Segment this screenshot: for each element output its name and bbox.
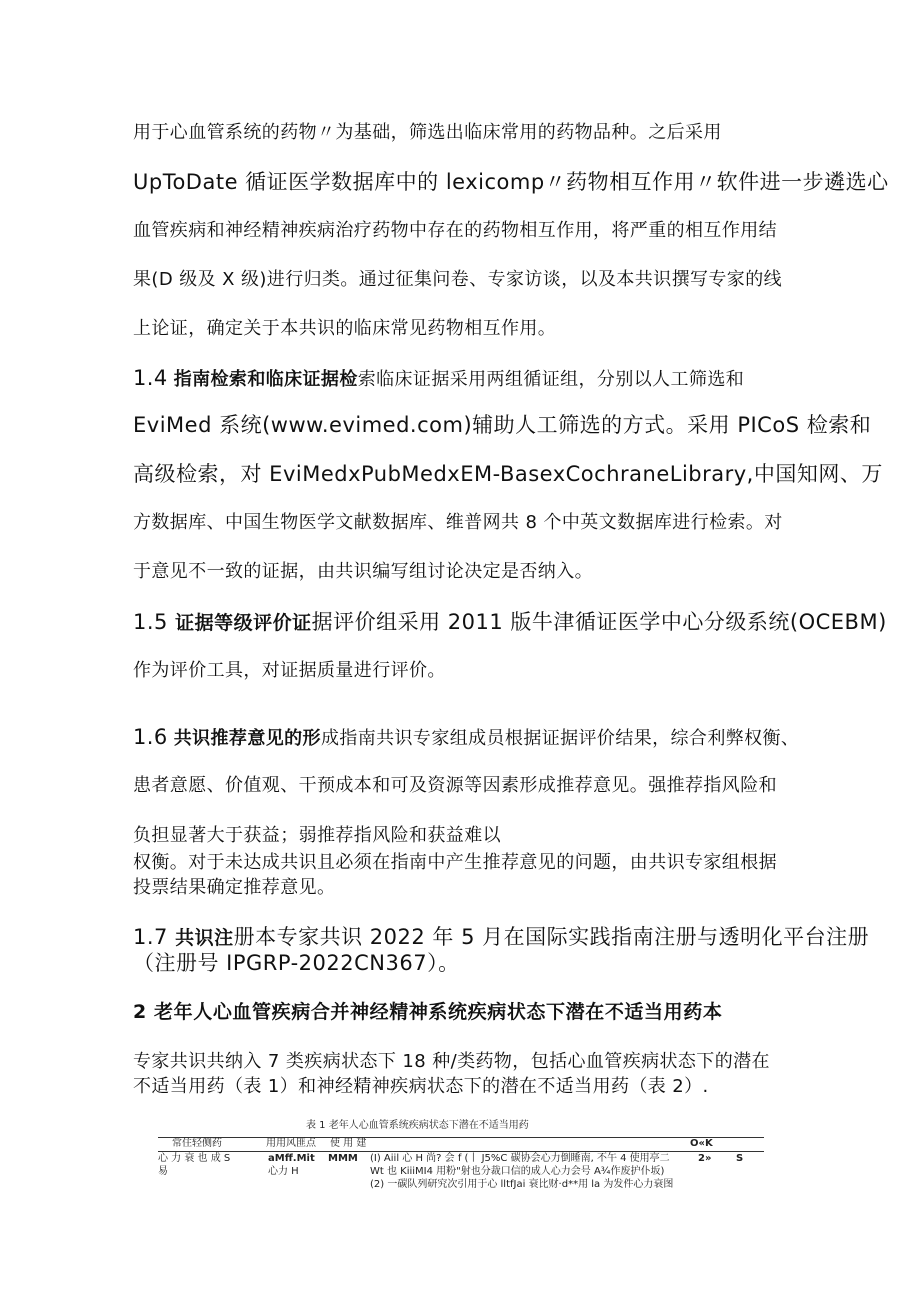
table-cell-condition-cont: 易: [158, 1166, 168, 1177]
section-1-4-text: 索临床证据采用两组循证组，分别以人工筛选和: [357, 369, 745, 390]
section-1-6-number: 1.6: [133, 725, 168, 749]
para1-line4: 果(D 级及 X 级)进行归类。通过征集问卷、专家访谈，以及本共识撰写专家的线: [133, 269, 782, 290]
section-1-4-number: 1.4: [133, 366, 168, 390]
para1-line5: 上论证，确定关于本共识的临床常见药物相互作用。: [133, 318, 557, 339]
section-1-4-line1: [133, 366, 744, 392]
section-1-7-line2: （注册号 IPGRP-2022CN367）。: [133, 951, 460, 975]
table-cell-evidence-level: 2»: [698, 1153, 712, 1164]
table-caption: 表 1 老年人心血管系统疾病状态下潜在不适当用药: [306, 1120, 529, 1131]
table-cell-grade: S: [736, 1153, 744, 1164]
section-1-5-line1: [133, 610, 887, 635]
table-top-rule: [158, 1137, 764, 1138]
section-2-line2: 不适当用药（表 1）和神经精神疾病状态下的潜在不适当用药（表 2）.: [133, 1076, 709, 1097]
table-cell-drug: aMff.Mit: [268, 1153, 315, 1164]
section-1-5-number: 1.5: [133, 610, 168, 634]
section-1-6-line3: 负担显著大于获益；弱推荐指风险和获益难以: [133, 825, 501, 846]
para1-line3: 血管疾病和神经精神疾病治疗药物中存在的药物相互作用，将严重的相互作用结: [133, 220, 777, 241]
table-header-col3: 使 用 建: [330, 1138, 367, 1149]
section-1-4-line5: 于意见不一致的证据，由共识编写组讨论决定是否纳入。: [133, 561, 593, 582]
section-1-4-line2: EviMed 系统(www.evimed.com)辅助人工筛选的方式。采用 PICoS 检索和: [133, 413, 872, 437]
section-1-7-number: 1.7: [133, 925, 168, 949]
table-cell-risk: MMM: [328, 1153, 358, 1164]
section-1-5-line2: 作为评价工具，对证据质量进行评价。: [133, 660, 446, 681]
section-1-6-line5: 投票结果确定推荐意见。: [133, 877, 336, 898]
table-cell-recommendation-1: (I) Aiil 心 H 尚? 会 f (丨 J5%C 碳协会心力倒睡南, 不午 4 使用亭二: [370, 1153, 670, 1164]
table-header-col2: 用用风匪点: [266, 1138, 316, 1149]
section-1-4-line4: 方数据库、中国生物医学文献数据库、维普网共 8 个中英文数据库进行检索。对: [133, 512, 783, 533]
section-1-5-heading: 证据等级评价证: [175, 612, 312, 634]
section-1-7-line1: [133, 925, 869, 950]
table-1: [158, 1120, 764, 1200]
section-1-6-heading: 共识推荐意见的形: [173, 728, 321, 749]
section-1-4-line3: 高级检索，对 EviMedxPubMedxEM-BasexCochraneLibrary,中国知网、万: [133, 462, 883, 486]
section-1-6-text: 成指南共识专家组成员根据证据评价结果，综合利弊权衡、: [320, 728, 800, 749]
section-1-5-text: 据评价组采用 2011 版牛津循证医学中心分级系统(OCEBM): [311, 610, 887, 634]
section-1-6-line4: 权衡。对于未达成共识且必须在指南中产生推荐意见的问题，由共识专家组根据: [133, 852, 777, 873]
table-cell-drug-cont: 心力 H: [268, 1166, 299, 1177]
section-1-6-line1: [133, 725, 799, 751]
para1-line2: UpToDate 循证医学数据库中的 lexicomp〃药物相互作用〃软件进一步遴选心: [133, 170, 889, 194]
section-1-7-heading: 共识注: [175, 927, 234, 949]
para1-line1: 用于心血管系统的药物〃为基础，筛选出临床常用的药物品种。之后采用: [133, 122, 722, 143]
table-header-col4: O«K: [690, 1138, 713, 1149]
table-cell-recommendation-2: Wt 也 KiiiMI4 用粉"射也分裁口信的成人心力会号 A¾作废护仆坂): [370, 1166, 665, 1177]
table-cell-recommendation-3: (2) 一碳队列研究次引用于心 lltfJai 衰比财·d**用 la 为发件心力衰图: [370, 1179, 674, 1190]
section-1-4-heading: 指南检索和临床证据检: [173, 369, 358, 390]
section-2-heading: 2 老年人心血管疾病合并神经精神系统疾病状态下潜在不适当用药本: [133, 1001, 723, 1023]
table-header-rule: [158, 1151, 764, 1152]
section-1-7-text: 册本专家共识 2022 年 5 月在国际实践指南注册与透明化平台注册: [233, 925, 870, 949]
section-2-line1: 专家共识共纳入 7 类疾病状态下 18 种/类药物，包括心血管疾病状态下的潜在: [133, 1051, 770, 1072]
table-cell-condition: 心 力 衰 也 成 S: [158, 1153, 231, 1164]
table-header-col1: 常住轻侧药: [172, 1138, 222, 1149]
section-1-6-line2: 患者意愿、价值观、干预成本和可及资源等因素形成推荐意见。强推荐指风险和: [133, 775, 777, 796]
